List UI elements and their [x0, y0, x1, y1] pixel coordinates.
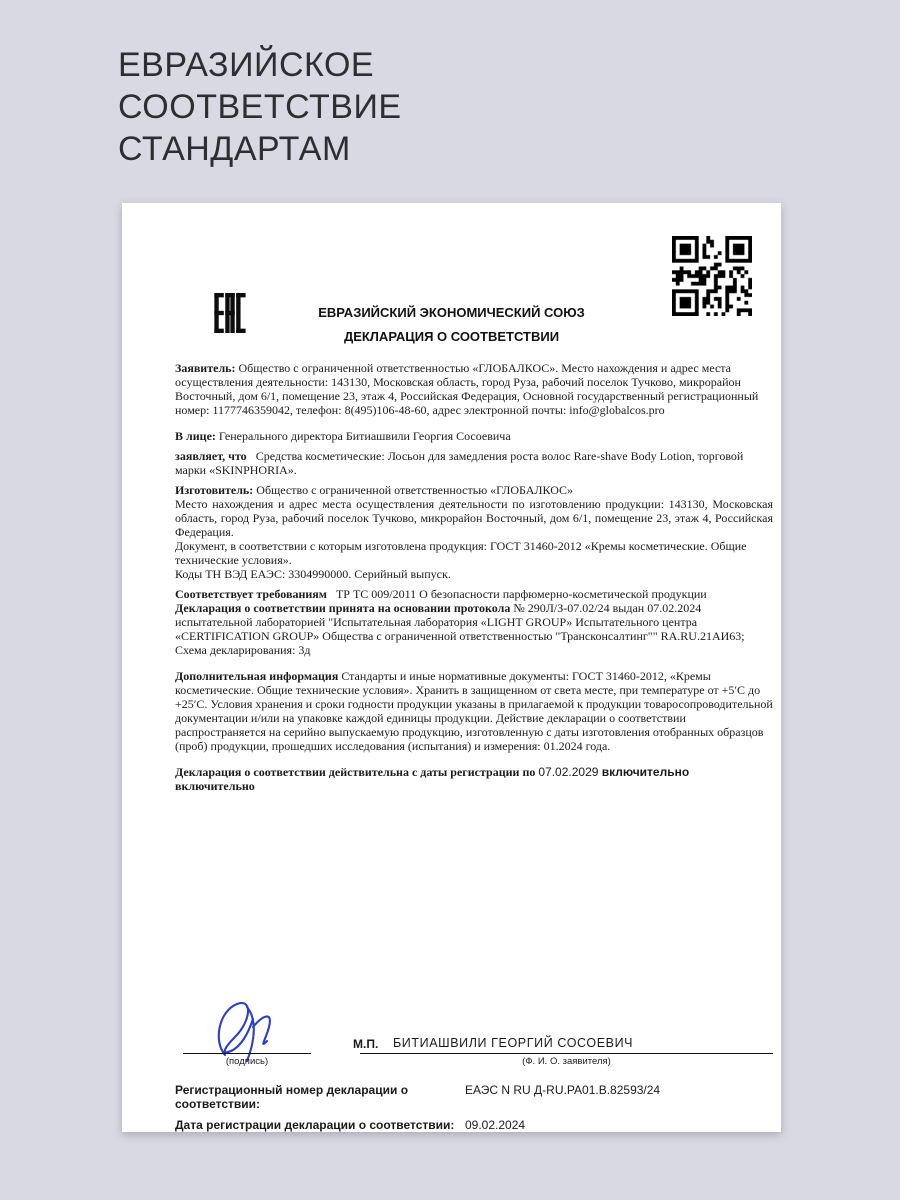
signature-row — [175, 1013, 773, 1069]
para-complies-with: Соответствует требованиям ТР ТС 009/2011 О безопасности парфюмерно-косметической продукции — [175, 587, 707, 601]
registration-date-value: 09.02.2024 — [465, 1118, 526, 1132]
applicant-name-caption: (Ф. И. О. заявителя) — [522, 1056, 611, 1067]
para-in-person: В лице: Генерального директора Битиашвили Георгия Сосоевича — [175, 429, 511, 443]
signature-section — [175, 1013, 773, 1132]
para-manufacturer-address: Место нахождения и адрес места осуществления деятельности по изготовлению продукции: 143130, Московская область, город Руза, рабочий поселок Тучково, микрорайон Восточный, дом 6/1, помещение 23, этаж 4, Российская Федерация. — [175, 497, 773, 539]
union-title: ЕВРАЗИЙСКИЙ ЭКОНОМИЧЕСКИЙ СОЮЗ — [318, 305, 585, 320]
registration-info — [175, 1083, 773, 1132]
banner-heading — [118, 44, 402, 170]
para-additional-info: Дополнительная информация Стандарты и иные нормативные документы: ГОСТ 31460-2012, «Кремы косметические. Общие технические условия». Хранить в защищенном от света месте, при температуре от +5′С до +25′С. Условия хранения и сроки годности продукции указаны в прилагаемой к продукции товаросопроводительной документации и/или на упаковке каждой единицы продукции. Действие декларации о соответствии распространяется на серийно выпускаемую продукцию, изготовленную с даты изготовления отобранных образцов (проб) продукции, прошедших исследования (испытания) и измерения: 01.2024 года. — [175, 669, 773, 753]
registration-number-row — [175, 1083, 773, 1111]
document-titles — [122, 305, 781, 344]
document-page — [122, 203, 781, 1132]
signature-line — [183, 1053, 311, 1054]
para-basis-protocol: Декларация о соответствии принята на основании протокола № 290Л/З-07.02/24 выдан 07.02.2024 испытательной лабораторией "Испытательная лаборатория «LIGHT GROUP» Испытательного центра «CERTIFICATION GROUP» Общества с ограниченной ответственностью "Трансконсалтинг"" RA.RU.21АИ63; Схема декларирования: 3д — [175, 601, 745, 657]
banner-line: СТАНДАРТАМ — [118, 130, 351, 168]
banner-line: ЕВРАЗИЙСКОЕ — [118, 46, 375, 84]
para-product-document: Документ, в соответствии с которым изготовлена продукция: ГОСТ 31460-2012 «Кремы косметические. Общие технические условия». — [175, 539, 747, 567]
qr-code — [672, 236, 752, 316]
para-tnved-codes: Коды ТН ВЭД ЕАЭС: 3304990000. Серийный выпуск. — [175, 567, 451, 581]
document-header — [122, 203, 781, 361]
registration-date-label: Дата регистрации декларации о соответствии: — [175, 1118, 455, 1132]
signature-caption: (подпись) — [225, 1056, 269, 1067]
stamp-place-label: М.П. — [353, 1037, 379, 1051]
declaration-title: ДЕКЛАРАЦИЯ О СООТВЕТСТВИИ — [343, 329, 560, 344]
registration-number-label: Регистрационный номер декларации о соответствии: — [175, 1083, 409, 1111]
para-declares: заявляет, что Средства косметические: Лосьон для замедления роста волос Rare-shave Body Lotion, торговой марки «SKINPHORIA». — [175, 449, 744, 477]
applicant-name: БИТИАШВИЛИ ГЕОРГИЙ СОСОЕВИЧ — [393, 1036, 634, 1050]
document-body — [122, 361, 781, 793]
para-manufacturer: Изготовитель: Общество с ограниченной ответственностью «ГЛОБАЛКОС» — [175, 483, 574, 497]
banner-line: СООТВЕТСТВИЕ — [118, 88, 402, 126]
para-validity: Декларация о соответствии действительна с даты регистрации по 07.02.2029 включительно включительно — [175, 765, 690, 793]
para-applicant: Заявитель: Общество с ограниченной ответственностью «ГЛОБАЛКОС». Место нахождения и адрес места осуществления деятельности: 143130, Московская область, город Руза, рабочий поселок Тучково, микрорайон Восточный, дом 6/1, помещение 23, этаж 4, Российская Федерация, Основной государственный регистрационный номер: 1177746359042, телефон: 8(495)106-48-60, адрес электронной почты: info@globalcos.pro — [175, 361, 759, 417]
applicant-name-line — [360, 1053, 773, 1054]
registration-number-value: ЕАЭС N RU Д-RU.РА01.В.82593/24 — [465, 1083, 661, 1097]
registration-date-row — [175, 1118, 773, 1132]
